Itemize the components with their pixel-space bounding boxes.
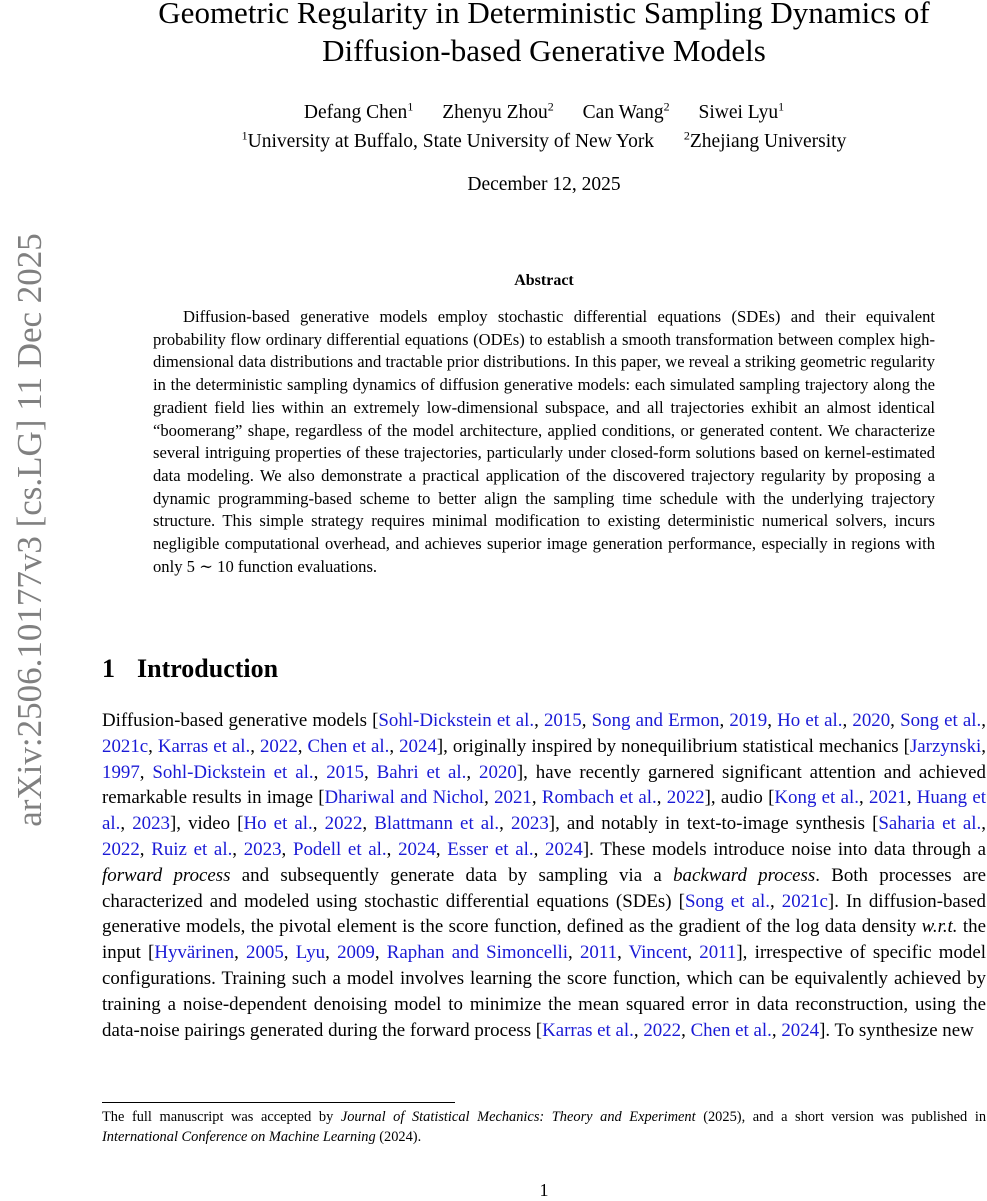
- citation-link[interactable]: 2023: [511, 813, 549, 835]
- citation-link[interactable]: 2022: [102, 838, 140, 860]
- affiliation: $^1$University at Buffalo, State University of New York: [241, 128, 655, 152]
- text-run: ,: [389, 735, 400, 757]
- text-run: ,: [363, 761, 377, 783]
- text-run: ,: [312, 813, 325, 835]
- citation-link[interactable]: 2011: [699, 942, 737, 964]
- citation-link[interactable]: 2015: [543, 710, 582, 731]
- text-run: ,: [466, 761, 480, 783]
- italic-text: backward process: [673, 864, 816, 886]
- text-run: (2024).: [375, 1129, 422, 1145]
- citation-link[interactable]: Dhariwal and Nichol: [324, 787, 485, 809]
- text-run: ,: [484, 787, 495, 809]
- citation-link[interactable]: Jarzynski: [909, 735, 982, 757]
- citation-link[interactable]: Lyu: [295, 942, 326, 964]
- text-run: ,: [769, 890, 782, 912]
- section-heading: [102, 654, 278, 684]
- text-run: ,: [325, 942, 338, 964]
- footnote-rule: [102, 1102, 455, 1103]
- text-run: ,: [533, 838, 546, 860]
- text-run: ,: [374, 942, 387, 964]
- text-run: The full manuscript was accepted by: [102, 1109, 341, 1125]
- citation-link[interactable]: 2022: [259, 735, 298, 757]
- section-title: Introduction: [137, 654, 279, 683]
- text-run: ,: [656, 787, 667, 809]
- citation-link[interactable]: Saharia et al.: [878, 813, 982, 835]
- text-run: ], have recently garnered significant attention and achieved remarkable results in image [: [102, 761, 986, 809]
- text-run: ,: [906, 787, 917, 809]
- citation-link[interactable]: 2024: [781, 1019, 820, 1041]
- text-run: ]. In diffusion-based generative models, the pivotal element is the score function, defined as the gradient of the log data density: [102, 890, 987, 938]
- citation-link[interactable]: Karras et al.: [157, 735, 251, 757]
- citation-link[interactable]: Blattmann et al.: [374, 813, 500, 835]
- citation-link[interactable]: Sohl-Dickstein et al.: [378, 710, 535, 731]
- citation-link[interactable]: 2009: [337, 942, 375, 964]
- text-run: ,: [386, 838, 399, 860]
- text-run: ,: [435, 838, 448, 860]
- citation-link[interactable]: Ruiz et al.: [151, 838, 233, 860]
- citation-link[interactable]: Podell et al.: [292, 838, 387, 860]
- text-run: ,: [148, 735, 158, 757]
- text-run: ,: [297, 735, 308, 757]
- citation-link[interactable]: Rombach et al.: [541, 787, 657, 809]
- text-run: ,: [568, 942, 580, 964]
- citation-link[interactable]: 2021c: [781, 890, 828, 912]
- text-run: ], irrespective of specific model configurations. Training such a model involves learning the score function, which can be equivalently achieved by training a noise-dependent denoising model to minimize the mean squared error in data reconstruction, using the data-noise pairings generated during the forward process [: [102, 942, 986, 1041]
- text-run: ,: [232, 838, 244, 860]
- citation-link[interactable]: Vincent: [628, 942, 688, 964]
- citation-link[interactable]: Ho et al.: [777, 710, 843, 731]
- text-run: ,: [842, 710, 853, 731]
- text-run: ,: [534, 710, 544, 731]
- text-run: . Both processes are characterized and modeled using stochastic differential equations (SDEs) [: [102, 864, 986, 912]
- text-run: ,: [313, 761, 327, 783]
- citation-link[interactable]: 2015: [326, 761, 364, 783]
- italic-text: Journal of Statistical Mechanics: Theory and Experiment: [340, 1109, 696, 1125]
- title-line-1: Geometric Regularity in Deterministic Sampling Dynamics of: [158, 0, 930, 30]
- text-run: ,: [719, 710, 730, 731]
- introduction-paragraph: [102, 708, 986, 1043]
- citation-link[interactable]: 1997: [102, 761, 140, 783]
- text-run: ,: [581, 710, 592, 731]
- text-run: ], audio [: [704, 787, 775, 809]
- text-run: ,: [633, 1019, 644, 1041]
- author: Defang Chen$^1$: [303, 99, 414, 123]
- text-run: ,: [771, 1019, 782, 1041]
- text-run: ,: [617, 942, 629, 964]
- text-run: ,: [139, 838, 152, 860]
- page-number: 1: [539, 1180, 549, 1200]
- citation-link[interactable]: Song et al.: [900, 710, 982, 731]
- text-run: ,: [281, 838, 293, 860]
- text-run: ], video [: [169, 813, 244, 835]
- citation-link[interactable]: Ho et al.: [243, 813, 313, 835]
- text-run: ]. To synthesize new: [819, 1019, 974, 1041]
- text-run: ,: [687, 942, 700, 964]
- author: Can Wang$^2$: [582, 99, 670, 123]
- text-run: ]. These models introduce noise into data through a: [582, 838, 987, 860]
- text-run: ], originally inspired by nonequilibrium statistical mechanics [: [436, 735, 910, 757]
- text-run: ,: [234, 942, 247, 964]
- citation-link[interactable]: Hyvärinen: [154, 942, 235, 964]
- text-run: the input [: [102, 916, 986, 964]
- italic-text: International Conference on Machine Learning: [102, 1129, 376, 1145]
- citation-link[interactable]: 2024: [545, 838, 583, 860]
- citation-link[interactable]: 2022: [324, 813, 363, 835]
- citation-link[interactable]: Chen et al.: [307, 735, 390, 757]
- text-run: ,: [250, 735, 260, 757]
- affiliation-list: [102, 128, 986, 153]
- citation-link[interactable]: 2024: [399, 735, 437, 757]
- text-run: ,: [283, 942, 296, 964]
- citation-link[interactable]: Sohl-Dickstein et al.: [152, 761, 314, 783]
- citation-link[interactable]: 2021c: [102, 735, 149, 757]
- citation-link[interactable]: 2020: [479, 761, 517, 783]
- abstract-body: Diffusion-based generative models employ stochastic differential equations (SDEs) and their equivalent probability flow ordinary differential equations (ODEs) to establish a smooth transformation between complex high-dimensional data distributions and tractable prior distributions. In this paper, we reveal a striking geometric regularity in the deterministic sampling dynamics of diffusion generative models: each simulated sampling trajectory along the gradient field lies within an extremely low-dimensional subspace, and all trajectories exhibit an almost identical “boomerang” shape, regardless of the model architecture, applied conditions, or generated content. We characterize several intriguing properties of these trajectories, particularly under closed-form solutions based on kernel-estimated data modeling. We also demonstrate a practical application of the discovered trajectory regularity by proposing a dynamic programming-based scheme to better align the sampling time schedule with the underlying trajectory structure. This simple strategy requires minimal modification to existing deterministic numerical solvers, incurs negligible computational overhead, and achieves superior image generation performance, especially in regions with only 5 ∼ 10 function evaluations.: [153, 307, 935, 576]
- text-run: ,: [362, 813, 375, 835]
- citation-link[interactable]: 2020: [852, 710, 891, 731]
- citation-link[interactable]: 2023: [243, 838, 282, 860]
- text-run: ], and notably in text-to-image synthesis [: [548, 813, 879, 835]
- italic-text: w.r.t.: [921, 916, 958, 938]
- text-run: ,: [531, 787, 542, 809]
- text-run: (2025), and a short version was published in: [695, 1109, 987, 1125]
- text-run: ,: [858, 787, 869, 809]
- author-list: [102, 99, 986, 124]
- citation-link[interactable]: Esser et al.: [447, 838, 534, 860]
- citation-link[interactable]: Kong et al.: [774, 787, 859, 809]
- text-run: ,: [981, 735, 987, 757]
- citation-link[interactable]: 2019: [729, 710, 768, 731]
- citation-link[interactable]: 2011: [579, 942, 618, 964]
- citation-link[interactable]: Song et al.: [684, 890, 770, 912]
- abstract-heading: Abstract: [514, 272, 574, 289]
- citation-link[interactable]: 2024: [398, 838, 436, 860]
- author: Siwei Lyu$^1$: [698, 99, 785, 123]
- text-run: ,: [120, 813, 133, 835]
- text-run: Diffusion-based generative models [: [102, 710, 379, 731]
- citation-link[interactable]: Chen et al.: [690, 1019, 772, 1041]
- text-run: ,: [139, 761, 153, 783]
- citation-link[interactable]: Huang et al.: [102, 787, 986, 835]
- citation-link[interactable]: 2021: [868, 787, 907, 809]
- citation-link[interactable]: Bahri et al.: [376, 761, 467, 783]
- citation-link[interactable]: 2005: [246, 942, 284, 964]
- author: Zhenyu Zhou$^2$: [442, 99, 554, 123]
- affiliation: $^2$Zhejiang University: [683, 128, 847, 152]
- citation-link[interactable]: Karras et al.: [542, 1019, 634, 1041]
- italic-text: forward process: [102, 864, 231, 886]
- citation-link[interactable]: 2023: [132, 813, 170, 835]
- section-number: 1: [102, 654, 115, 683]
- citation-link[interactable]: Song and Ermon: [591, 710, 720, 731]
- text-run: ,: [499, 813, 511, 835]
- publication-date: December 12, 2025: [467, 174, 621, 195]
- citation-link[interactable]: Raphan and Simoncelli: [386, 942, 569, 964]
- text-run: ,: [981, 710, 986, 731]
- title-line-2: Diffusion-based Generative Models: [322, 33, 766, 68]
- arxiv-side-stamp: arXiv:2506.10177v3 [cs.LG] 11 Dec 2025: [10, 233, 49, 827]
- citation-link[interactable]: 2022: [643, 1019, 682, 1041]
- citation-link[interactable]: 2022: [666, 787, 705, 809]
- citation-link[interactable]: 2021: [494, 787, 532, 809]
- text-run: ,: [767, 710, 778, 731]
- paper-title: [102, 0, 986, 70]
- text-run: and subsequently generate data by sampling via a: [230, 864, 674, 886]
- footnote: [102, 1107, 986, 1147]
- text-run: ,: [981, 813, 986, 835]
- text-run: ,: [890, 710, 901, 731]
- text-run: ,: [681, 1019, 691, 1041]
